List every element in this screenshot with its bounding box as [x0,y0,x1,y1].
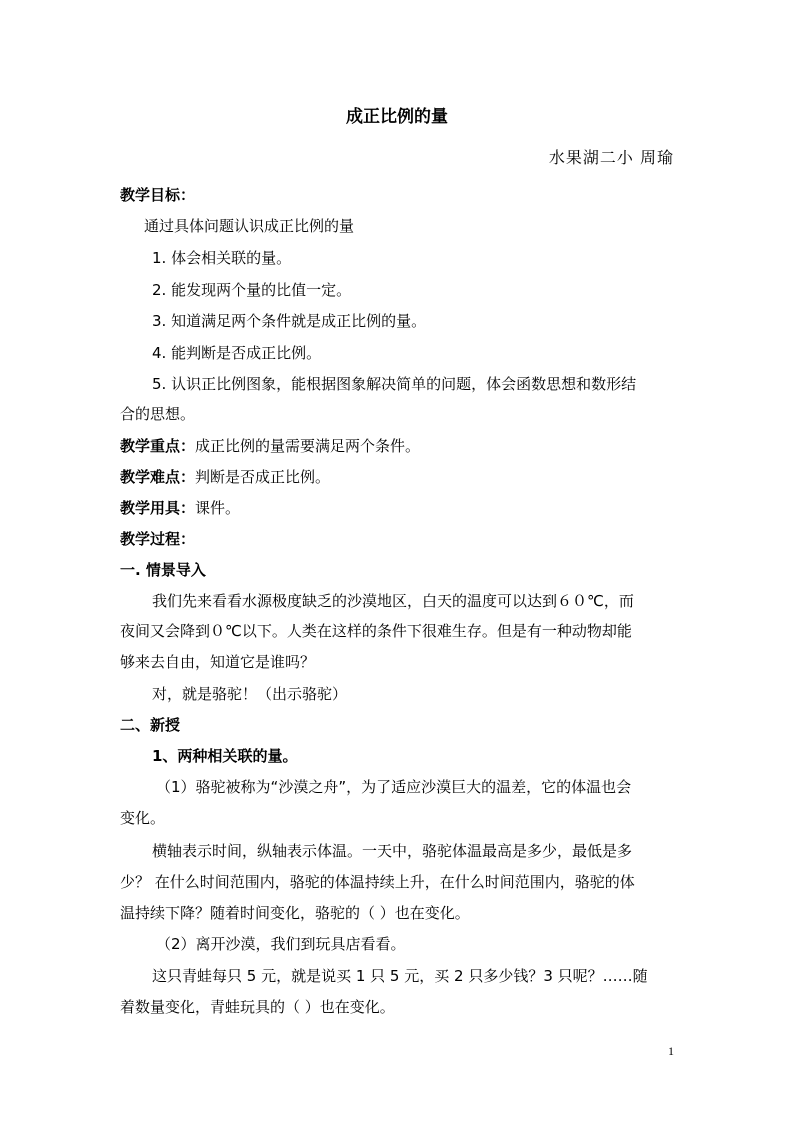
tools-label: 教学用具： [120,499,196,517]
paragraph-line: 我们先来看看水源极度缺乏的沙漠地区，白天的温度可以达到６０℃，而 [152,592,634,610]
paragraph-line: （1）骆驼被称为“沙漠之舟”，为了适应沙漠巨大的温差，它的体温也会 [156,778,632,796]
tools-text: 课件。 [195,499,241,517]
key-point-text: 成正比例的量需要满足两个条件。 [195,437,421,455]
document-title: 成正比例的量 [346,107,448,127]
objectives-heading: 教学目标： [120,186,196,204]
process-heading: 教学过程： [120,530,196,548]
objective-item: 3. 知道满足两个条件就是成正比例的量。 [152,312,427,330]
paragraph-line: 着数量变化，青蛙玩具的（ ）也在变化。 [120,998,395,1016]
difficulty [120,467,680,487]
paragraph-line: （2）离开沙漠，我们到玩具店看看。 [156,935,406,953]
key-point-label: 教学重点： [120,437,196,455]
paragraph-line: 这只青蛙每只 5 元，就是说买 1 只 5 元，买 2 只多少钱？3 只呢？……随 [152,967,648,985]
section2-heading: 二、新授 [120,716,181,734]
difficulty-text: 判断是否成正比例。 [195,468,331,486]
objective-item: 5. 认识正比例图象，能根据图象解决简单的问题，体会函数思想和数形结 [152,375,637,393]
section1-heading: 一. 情景导入 [120,561,206,579]
paragraph-line: 变化。 [120,809,166,827]
objective-item: 4. 能判断是否成正比例。 [152,344,322,362]
paragraph-line: 少？ 在什么时间范围内，骆驼的体温持续上升，在什么时间范围内，骆驼的体 [120,873,635,891]
difficulty-label: 教学难点： [120,468,196,486]
author-line: 水果湖二小 周瑜 [548,148,674,167]
paragraph-line: 夜间又会降到０℃以下。人类在这样的条件下很难生存。但是有一种动物却能 [120,622,632,640]
key-point [120,436,680,456]
objective-item: 2. 能发现两个量的比值一定。 [152,281,352,299]
subsection-heading: 1、两种相关联的量。 [152,747,298,765]
objective-item-continuation: 合的思想。 [120,405,196,423]
paragraph-line: 温持续下降？随着时间变化，骆驼的（ ）也在变化。 [120,904,470,922]
objective-item: 1. 体会相关联的量。 [152,249,292,267]
page-number: 1 [668,1044,674,1058]
tools [120,498,680,518]
paragraph-line: 对，就是骆驼！（出示骆驼） [152,685,348,703]
paragraph-line: 横轴表示时间，纵轴表示体温。一天中，骆驼体温最高是多少，最低是多 [152,842,633,860]
paragraph-line: 够来去自由，知道它是谁吗？ [120,653,316,671]
objectives-intro: 通过具体问题认识成正比例的量 [144,217,355,235]
